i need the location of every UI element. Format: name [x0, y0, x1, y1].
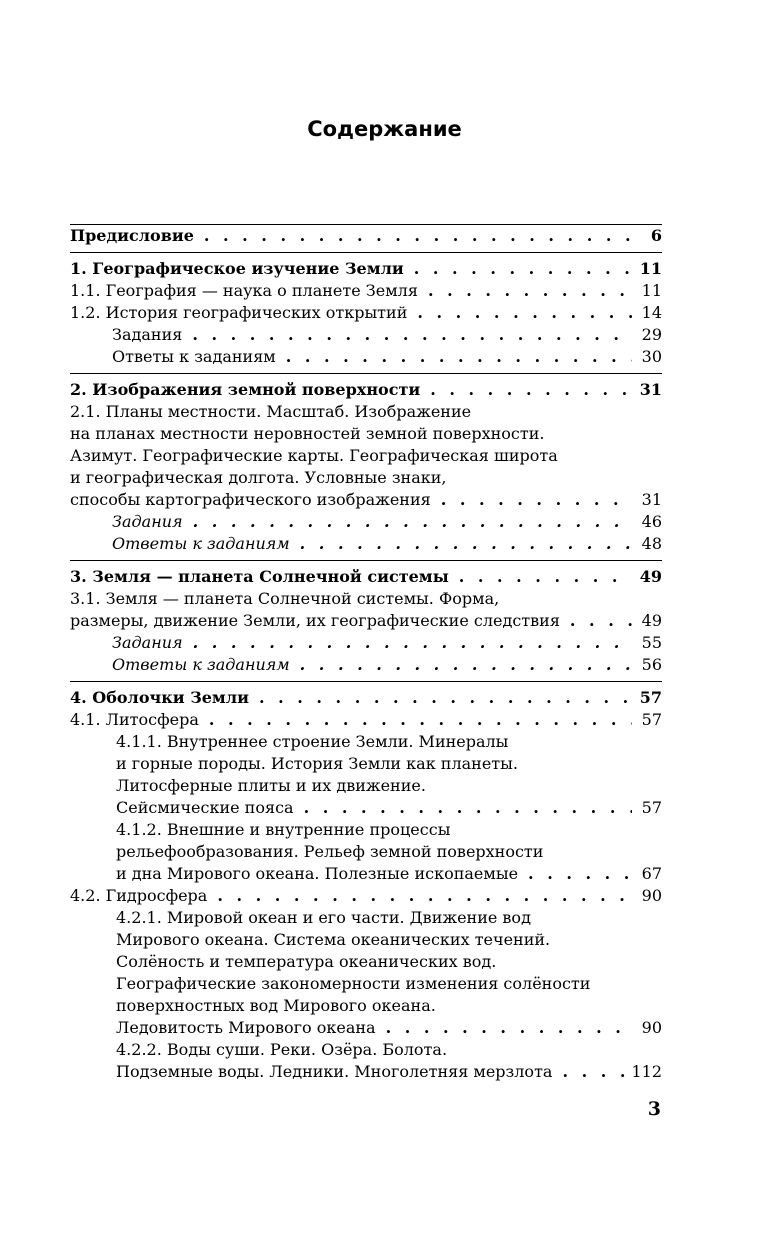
toc-entry-page: 49	[641, 611, 662, 630]
toc-entry-text-line: 4.2.2. Воды суши. Реки. Озёра. Болота.	[116, 1040, 448, 1059]
toc-entry-title: 2. Изображения земной поверхности	[70, 380, 421, 399]
toc-entry-last-line	[70, 225, 662, 247]
toc-entry-text-line: Мирового океана. Система океанических течений.	[116, 930, 551, 949]
toc-entry-title: 1. Географическое изучение Земли	[70, 259, 404, 278]
toc-entry	[70, 373, 662, 401]
toc-entry-page: 29	[641, 325, 662, 344]
dot-leader	[430, 379, 632, 401]
toc-entry	[70, 588, 662, 632]
toc-entry-page: 55	[641, 633, 662, 652]
toc-entry-page: 112	[631, 1062, 662, 1081]
toc-entry	[70, 280, 662, 302]
toc-entry-title: и дна Мирового океана. Полезные ископаемые	[116, 864, 519, 883]
dot-leader	[414, 258, 632, 280]
toc-entry	[70, 1039, 662, 1083]
toc-entry-last-line	[70, 258, 662, 280]
dot-leader	[300, 654, 632, 676]
toc-entry-last-line	[70, 489, 662, 511]
page-number: 3	[647, 1098, 661, 1120]
toc-entry-title: 4. Оболочки Земли	[70, 688, 249, 707]
toc-entry-title: Задания	[112, 633, 183, 652]
toc-entry-page: 14	[641, 303, 662, 322]
toc-entry-text-line: 4.1.1. Внутреннее строение Земли. Минералы	[116, 732, 509, 751]
dot-leader	[286, 346, 632, 368]
toc-entry-page: 56	[641, 655, 662, 674]
toc-entry-title: Ответы к заданиям	[112, 347, 276, 366]
toc-entry-text-line: поверхностных вод Мирового океана.	[116, 996, 436, 1015]
toc-entry-title: 1.2. История географических открытий	[70, 303, 408, 322]
toc-entry	[70, 252, 662, 280]
toc-entry	[70, 907, 662, 1039]
dot-leader	[570, 610, 632, 632]
toc-entry-text-line: 4.1.2. Внешние и внутренние процессы	[116, 820, 451, 839]
toc-entry	[70, 731, 662, 819]
toc-entry-last-line	[70, 610, 662, 632]
toc-entry-title: 4.2. Гидросфера	[70, 886, 208, 905]
toc-entry-last-line	[70, 379, 662, 401]
toc-entry-text-line: и горные породы. История Земли как планеты.	[116, 754, 518, 773]
toc-entry	[70, 324, 662, 346]
toc-entry-page: 57	[641, 710, 662, 729]
toc-entry	[70, 681, 662, 709]
page-title: Содержание	[307, 117, 462, 141]
dot-leader	[204, 225, 632, 247]
toc-entry-last-line	[112, 654, 662, 676]
dot-leader	[417, 302, 632, 324]
toc-entry-last-line	[70, 885, 662, 907]
toc-entry-page: 57	[639, 688, 662, 707]
toc-entry-page: 57	[641, 798, 662, 817]
toc-entry	[70, 401, 662, 511]
toc-entry-last-line	[112, 324, 662, 346]
toc-entry-page: 67	[641, 864, 662, 883]
dot-leader	[193, 511, 632, 533]
toc-entry	[70, 819, 662, 885]
toc-entry	[70, 632, 662, 654]
toc-entry-title: 1.1. География — наука о планете Земля	[70, 281, 418, 300]
dot-leader	[259, 687, 632, 709]
toc-entry-text-line: рельефообразования. Рельеф земной поверхности	[116, 842, 544, 861]
toc-entry-page: 48	[641, 534, 662, 553]
toc-entry-last-line	[116, 1017, 662, 1039]
toc-entry-last-line	[70, 687, 662, 709]
toc-entry-text-line: на планах местности неровностей земной поверхности.	[70, 424, 545, 443]
toc-entry-last-line	[116, 1061, 662, 1083]
toc-entry-title: Ответы к заданиям	[112, 534, 290, 553]
table-of-contents	[70, 224, 662, 1083]
toc-entry-text-line: Солёность и температура океанических вод.	[116, 952, 497, 971]
toc-entry-last-line	[70, 566, 662, 588]
toc-entry	[70, 654, 662, 676]
toc-entry-text-line: Азимут. Географические карты. Географическая широта	[70, 446, 558, 465]
dot-leader	[192, 324, 632, 346]
toc-entry-page: 11	[639, 259, 662, 278]
toc-entry-page: 90	[641, 886, 662, 905]
toc-entry-page: 46	[641, 512, 662, 531]
toc-entry-title: способы картографического изображения	[70, 490, 431, 509]
toc-entry-title: Задания	[112, 512, 183, 531]
toc-entry-page: 11	[641, 281, 662, 300]
dot-leader	[209, 709, 632, 731]
toc-entry-last-line	[112, 632, 662, 654]
toc-entry-text-line: 2.1. Планы местности. Масштаб. Изображение	[70, 402, 472, 421]
toc-entry-title: Задания	[112, 325, 183, 344]
dot-leader	[562, 1061, 625, 1083]
toc-entry-title: размеры, движение Земли, их географические следствия	[70, 611, 560, 630]
dot-leader	[304, 797, 632, 819]
toc-entry-page: 31	[639, 380, 662, 399]
dot-leader	[217, 885, 632, 907]
dot-leader	[300, 533, 632, 555]
toc-entry	[70, 885, 662, 907]
toc-entry	[70, 346, 662, 368]
dot-leader	[459, 566, 632, 588]
dot-leader	[441, 489, 632, 511]
toc-entry-page: 31	[641, 490, 662, 509]
toc-entry	[70, 533, 662, 555]
toc-entry-last-line	[116, 797, 662, 819]
toc-entry-title: 4.1. Литосфера	[70, 710, 199, 729]
toc-entry-page: 49	[639, 567, 662, 586]
dot-leader	[193, 632, 632, 654]
toc-entry-title: Сейсмические пояса	[116, 798, 294, 817]
toc-entry-last-line	[116, 863, 662, 885]
toc-entry-last-line	[112, 346, 662, 368]
toc-entry-text-line: 4.2.1. Мировой океан и его части. Движение вод	[116, 908, 531, 927]
toc-entry-last-line	[70, 280, 662, 302]
toc-entry-text-line: Географические закономерности изменения солёности	[116, 974, 591, 993]
toc-entry-title: Ледовитость Мирового океана	[116, 1018, 376, 1037]
toc-entry-title: 3. Земля — планета Солнечной системы	[70, 567, 449, 586]
toc-entry-last-line	[70, 709, 662, 731]
toc-entry	[70, 709, 662, 731]
toc-entry-text-line: и географическая долгота. Условные знаки,	[70, 468, 447, 487]
toc-entry-last-line	[112, 511, 662, 533]
toc-entry-last-line	[112, 533, 662, 555]
toc-entry-text-line: 3.1. Земля — планета Солнечной системы. Форма,	[70, 589, 500, 608]
dot-leader	[428, 280, 632, 302]
toc-entry-page: 90	[641, 1018, 662, 1037]
toc-entry-page: 30	[641, 347, 662, 366]
toc-entry-title: Подземные воды. Ледники. Многолетняя мерзлота	[116, 1062, 553, 1081]
toc-entry	[70, 302, 662, 324]
toc-entry-last-line	[70, 302, 662, 324]
toc-entry-text-line: Литосферные плиты и их движение.	[116, 776, 426, 795]
toc-entry	[70, 511, 662, 533]
toc-entry	[70, 560, 662, 588]
dot-leader	[528, 863, 632, 885]
toc-entry	[70, 224, 662, 247]
toc-entry-title: Ответы к заданиям	[112, 655, 290, 674]
dot-leader	[386, 1017, 632, 1039]
toc-entry-page: 6	[650, 226, 662, 245]
toc-entry-title: Предисловие	[70, 226, 194, 245]
